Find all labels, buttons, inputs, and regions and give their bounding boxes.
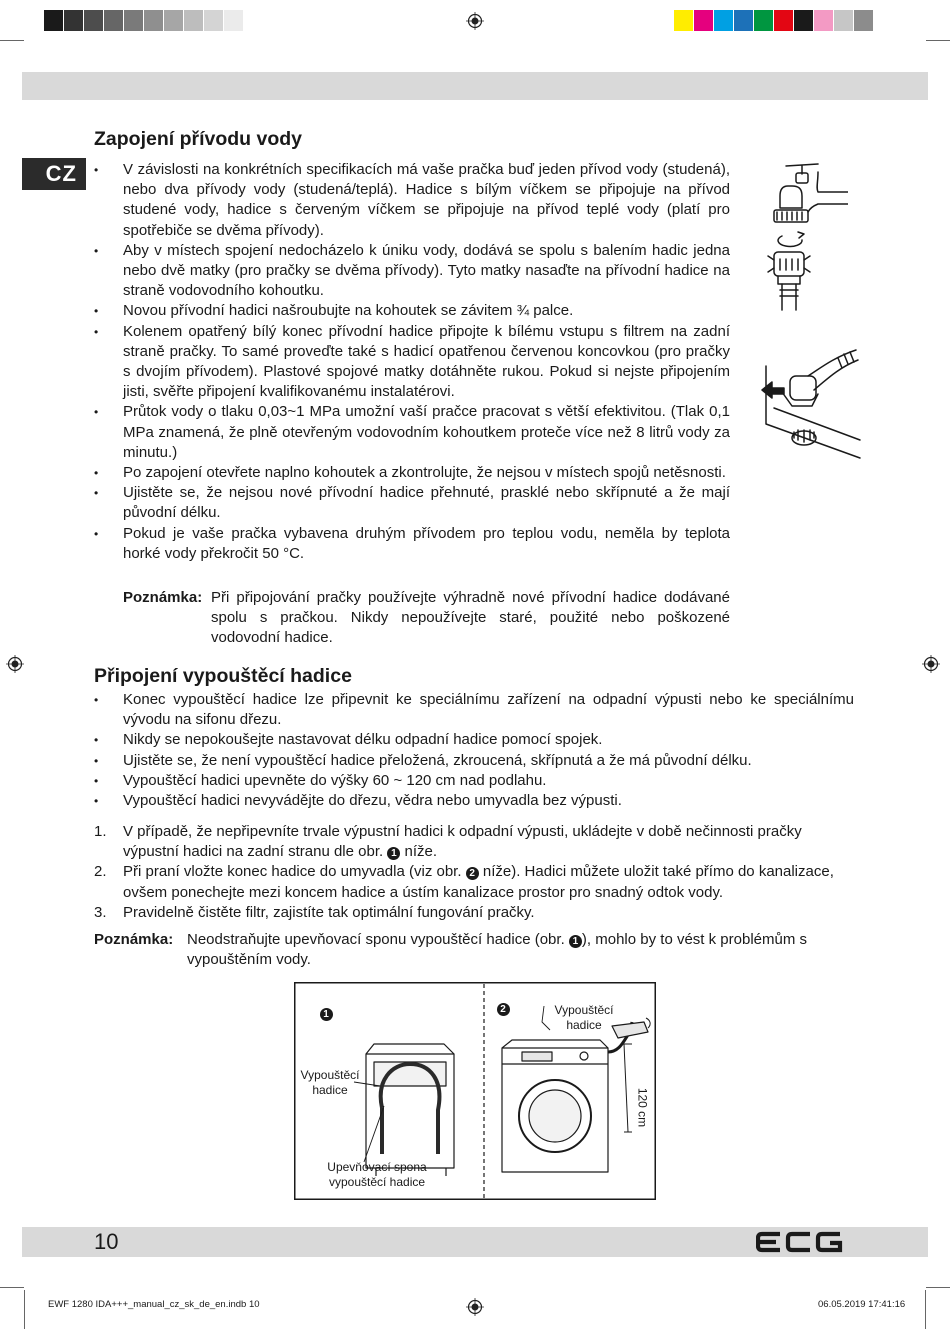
registration-mark-icon bbox=[466, 12, 484, 30]
registration-mark-icon bbox=[466, 1298, 484, 1316]
drain-hose-label-right: Vypouštěcí hadice bbox=[554, 1003, 614, 1032]
list-item: • Kolenem opatřený bílý konec přívodní hadice připojte k bílému vstupu s filtrem na zadní straně pračky. To samé proveďte také s hadicí opatřenou červenou koncovkou (pro pračky s dvojím přívodem). Plastové spojové matky dotáhněte rukou. Pokud si nejste připojením jisti, svěřte připojení kvalifikovanému instalatérovi. bbox=[94, 322, 730, 403]
figure-badge-2: 2 bbox=[497, 1003, 510, 1016]
drain-section-title: Připojení vypouštěcí hadice bbox=[94, 665, 352, 687]
list-item: • Ujistěte se, že nejsou nové přívodní hadice přehnuté, prasklé nebo skřípnuté a že mají původní délku. bbox=[94, 483, 730, 523]
step-number: 3. bbox=[94, 903, 107, 921]
drain-note bbox=[94, 930, 854, 970]
list-item: • Průtok vody o tlaku 0,03~1 MPa umožní vaší pračce pracovat s větší efektivitou. (Tlak 0,1 MPa znamená, že plně otevřeným vodovodním kohoutkem proteče více než 8 litrů vody za minutu.) bbox=[94, 402, 730, 463]
language-tab: CZ bbox=[22, 158, 86, 190]
header-band bbox=[22, 72, 928, 100]
crop-mark bbox=[925, 1290, 926, 1329]
crop-mark bbox=[0, 1287, 24, 1288]
crop-mark bbox=[926, 1287, 950, 1288]
grayscale-bar bbox=[44, 10, 244, 31]
step-text: Pravidelně čistěte filtr, zajistíte tak optimální fungování pračky. bbox=[123, 903, 535, 921]
list-item bbox=[94, 862, 854, 902]
list-item: • Konec vypouštěcí hadice lze připevnit ke speciálnímu zařízení na odpadní výpusti nebo ke speciálnímu vývodu na sifonu dřezu. bbox=[94, 690, 854, 730]
inlet-bullet-list bbox=[94, 160, 730, 564]
footer-timestamp: 06.05.2019 17:41:16 bbox=[818, 1299, 906, 1310]
list-item: • Po zapojení otevřete naplno kohoutek a zkontrolujte, že nejsou v místech spojů netěsnosti. bbox=[94, 463, 730, 483]
list-item: • Novou přívodní hadici našroubujte na kohoutek se závitem ¾ palce. bbox=[94, 301, 730, 321]
list-item: • V závislosti na konkrétních specifikacích má vaše pračka buď jeden přívod vody (studená), nebo dva přívody vody (studená/teplá). Hadice s bílým víčkem se připojuje na přívod studené vody, hadice s červeným víčkem se připojuje na přívod teplé vody (platí pro spotřebiče se dvěma přívody). bbox=[94, 160, 730, 241]
registration-mark-icon bbox=[6, 655, 24, 673]
hose-clip-label: Upevňovací spona vypouštěcí hadice bbox=[327, 1160, 427, 1189]
list-item: • Vypouštěcí hadici nevyvádějte do dřezu, vědra nebo umyvadla bez výpusti. bbox=[94, 791, 854, 811]
figure-ref-badge: 2 bbox=[466, 867, 479, 880]
list-item: • Nikdy se nepokoušejte nastavovat délku odpadní hadice pomocí spojek. bbox=[94, 730, 854, 750]
drain-bullet-list bbox=[94, 690, 854, 811]
list-item bbox=[94, 903, 854, 923]
step-text: Při praní vložte konec hadice do umyvadla (viz obr. bbox=[123, 863, 462, 881]
inlet-note bbox=[123, 588, 730, 649]
footer-filename: EWF 1280 IDA+++_manual_cz_sk_de_en.indb 10 bbox=[48, 1299, 260, 1310]
crop-mark bbox=[926, 40, 950, 41]
list-item: • Pokud je vaše pračka vybavena druhým přívodem pro teplou vodu, neměla by teplota horké vody překročit 50 °C. bbox=[94, 524, 730, 564]
step-number: 1. bbox=[94, 823, 107, 840]
tap-connection-illustration bbox=[758, 160, 848, 320]
step-text: níže). Hadici můžete uložit také přímo do kanalizace, ovšem ponechejte mezi koncem hadice a ústím kanalizace prostor pro snadný odtok vody. bbox=[123, 863, 834, 901]
height-label: 120 cm bbox=[635, 1087, 650, 1128]
drain-steps-list bbox=[94, 822, 854, 923]
note-label: Poznámka: bbox=[123, 589, 203, 606]
note-text: Při připojování pračky používejte výhradně nové přívodní hadice dodávané spolu s pračkou. Nikdy nepoužívejte staré, použité nebo poškozené vodovodní hadice. bbox=[211, 589, 730, 647]
step-text: níže. bbox=[404, 843, 438, 861]
figure-ref-badge: 1 bbox=[387, 847, 400, 860]
figure-badge-1: 1 bbox=[320, 1008, 333, 1021]
page-number: 10 bbox=[94, 1229, 119, 1254]
list-item: • Vypouštěcí hadici upevněte do výšky 60 ~ 120 cm nad podlahu. bbox=[94, 771, 854, 791]
crop-mark bbox=[0, 40, 24, 41]
list-item: • Ujistěte se, že není vypouštěcí hadice přeložená, zkroucená, skřípnutá a že má původní délku. bbox=[94, 751, 854, 771]
inlet-section-title: Zapojení přívodu vody bbox=[94, 128, 303, 150]
list-item: • Aby v místech spojení nedocházelo k úniku vody, dodává se spolu s balením hadic jedna nebo dvě matky (pro pračky se dvěma přívody). Tyto matky nasaďte na přívodní hadice na straně vodovodního kohoutku. bbox=[94, 241, 730, 302]
color-bar bbox=[674, 10, 874, 31]
registration-mark-icon bbox=[922, 655, 940, 673]
note-label: Poznámka: bbox=[94, 931, 174, 948]
figure-ref-badge: 1 bbox=[569, 935, 582, 948]
inlet-hose-illustration bbox=[752, 336, 862, 460]
ecg-logo bbox=[756, 1231, 844, 1253]
step-text: V případě, že nepřipevníte trvale výpustní hadici k odpadní výpusti, ukládejte v době nečinnosti pračky výpustní hadici na zadní stranu dle obr. bbox=[123, 823, 802, 861]
drain-hose-label-left: Vypouštěcí hadice bbox=[300, 1068, 360, 1097]
list-item bbox=[94, 822, 854, 862]
step-number: 2. bbox=[94, 863, 107, 881]
note-text: Neodstraňujte upevňovací sponu vypouštěcí hadice (obr. 1 ), mohlo by to vést k problémům s vypouštěním vody. bbox=[187, 931, 808, 969]
crop-mark bbox=[24, 1290, 25, 1329]
